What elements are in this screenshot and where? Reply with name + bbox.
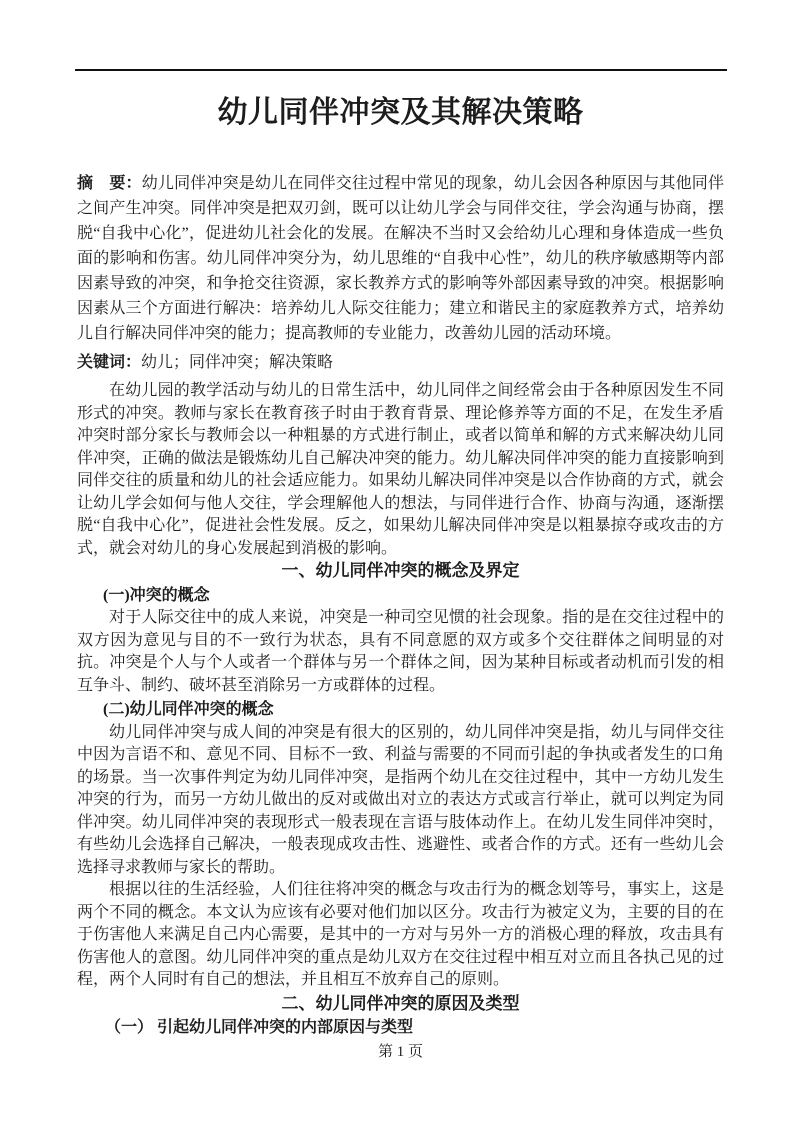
keywords-label: 关键词： — [77, 354, 142, 371]
keywords-text: 幼儿；同伴冲突；解决策略 — [141, 354, 334, 371]
section1-sub2-heading: (二)幼儿同伴冲突的概念 — [103, 701, 274, 718]
section1-sub2-paragraph-1: 幼儿同伴冲突与成人间的冲突是有很大的区别的，幼儿同伴冲突是指，幼儿与同伴交往中因为言语不和、意见不同、目标不一致、利益与需要的不同而引起的争执或者发生的口角的场景。当一次事件判定为幼儿同伴冲突，是指两个幼儿在交往过程中，其中一方幼儿发生冲突的行为，而另一方幼儿做出的反对或做出对立的表达方式或言行举止，就可以判定为同伴冲突。幼儿同伴冲突的表现形式一般表现在言语与肢体动作上。在幼儿发生同伴冲突时，有些幼儿会选择自己解决，一般表现成攻击性、逃避性、或者合作的方式。还有一些幼儿会选择寻求教师与家长的帮助。 — [77, 723, 724, 876]
keywords-line — [77, 350, 724, 375]
abstract-paragraph — [77, 171, 724, 346]
section1-sub1-heading: (一)冲突的概念 — [103, 586, 210, 604]
document-content — [77, 70, 724, 1064]
section1-sub1-paragraph: 对于人际交往中的成人来说，冲突是一种司空见惯的社会现象。指的是在交往过程中的双方因为意见与目的不一致行为状态，具有不同意愿的双方或多个交往群体之间明显的对抗。冲突是个人与个人或者一个群体与另一个群体之间，因为某种目标或者动机而引发的相互争斗、制约、破坏甚至消除另一方或群体的过程。 — [77, 609, 724, 694]
abstract-label: 摘 要： — [77, 175, 142, 192]
abstract-text: 幼儿同伴冲突是幼儿在同伴交往过程中常见的现象，幼儿会因各种原因与其他同伴之间产生冲突。同伴冲突是把双刃剑，既可以让幼儿学会与同伴交往，学会沟通与协商，摆脱“自我中心化”，促进幼儿社会化的发展。在解决不当时又会给幼儿心理和身体造成一些负面的影响和伤害。幼儿同伴冲突分为，幼儿思维的“自我中心性”，幼儿的秩序敏感期等内部因素导致的冲突，和争抢交往资源，家长教养方式的影响等外部因素导致的冲突。根据影响因素从三个方面进行解决：培养幼儿人际交往能力；建立和谐民主的家庭教养方式，培养幼儿自行解决同伴冲突的能力；提高教师的专业能力，改善幼儿园的活动环境。 — [77, 175, 724, 342]
page-title: 幼儿同伴冲突及其解决策略 — [217, 96, 584, 129]
page-number: 第 1 页 — [377, 1043, 423, 1060]
section1-sub2-paragraph-2: 根据以往的生活经验，人们往往将冲突的概念与攻击行为的概念划等号，事实上，这是两个不同的概念。本文认为应该有必要对他们加以区分。攻击行为被定义为，主要的目的在于伤害他人来满足自己内心需要，是其中的一方对与另外一方的消极心理的释放，攻击具有伤害他人的意图。幼儿同伴冲突的重点是幼儿双方在交往过程中相互对立而且各执己见的过程，两个人同时有自己的想法，并且相互不放弃自己的原则。 — [77, 881, 724, 988]
section2-heading: 二、幼儿同伴冲突的原因及类型 — [281, 993, 520, 1013]
section2-sub1-heading: （一） 引起幼儿同伴冲突的内部原因与类型 — [105, 1019, 414, 1036]
intro-paragraph: 在幼儿园的教学活动与幼儿的日常生活中，幼儿同伴之间经常会由于各种原因发生不同形式的冲突。教师与家长在教育孩子时由于教育背景、理论修养等方面的不足，在发生矛盾冲突时部分家长与教师会以一种粗暴的方式进行制止，或者以简单和解的方式来解决幼儿同伴冲突，正确的做法是锻炼幼儿自己解决冲突的能力。幼儿解决同伴冲突的能力直接影响到同伴交往的质量和幼儿的社会适应能力。如果幼儿解决同伴冲突是以合作协商的方式，就会让幼儿学会如何与他人交往，学会理解他人的想法，与同伴进行合作、协商与沟通，逐渐摆脱“自我中心化”，促进社会性发展。反之，如果幼儿解决同伴冲突是以粗暴掠夺或攻击的方式，就会对幼儿的身心发展起到消极的影响。 — [77, 382, 724, 557]
section1-heading: 一、幼儿同伴冲突的概念及界定 — [281, 561, 520, 580]
